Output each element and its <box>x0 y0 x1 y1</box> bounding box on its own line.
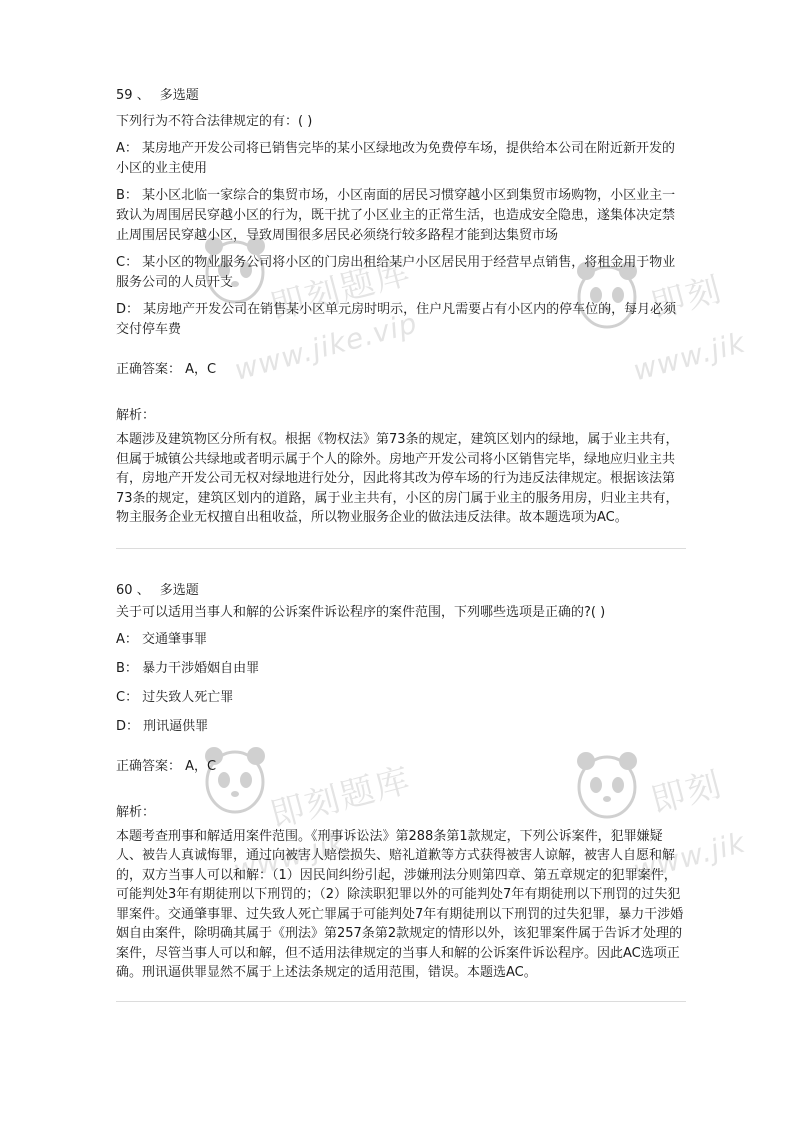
correct-answer <box>116 757 686 777</box>
option-text: 某房地产开发公司在销售某小区单元房时明示，住户凡需要占有小区内的停车位的，每月必须交付停车费 <box>116 302 677 337</box>
watermark-brand-short: 即刻 <box>646 269 727 327</box>
option-a <box>116 139 686 179</box>
question-stem: 关于可以适用当事人和解的公诉案件诉讼程序的案件范围，下列哪些选项是正确的?( ) <box>116 604 606 620</box>
watermark-url-short: www.jik <box>229 825 349 888</box>
option-text: 过失致人死亡罪 <box>142 689 234 705</box>
question-type: 多选题 <box>159 88 199 103</box>
question-number: 59 、 <box>116 88 150 103</box>
option-text: 某小区北临一家综合的集贸市场，小区南面的居民习惯穿越小区到集贸市场购物，小区业主一致认为周围居民穿越小区的行为，既干扰了小区业主的正常生活，也造成安全隐患，遂集体决定禁止周围居民穿越小区，导致周围很多居民必须绕行较多路程才能到达集贸市场 <box>116 188 676 243</box>
option-label: C： <box>116 255 139 270</box>
option-label: C： <box>116 689 139 705</box>
option-text: 暴力干涉婚姻自由罪 <box>142 660 260 676</box>
analysis-text: 本题涉及建筑物区分所有权。根据《物权法》第73条的规定，建筑区划内的绿地，属于业主共有，但属于城镇公共绿地或者明示属于个人的除外。房地产开发公司将小区销售完毕，绿地应归业主共有，房地产开发公司无权对绿地进行处分，因此将其改为停车场的行为违反法律规定。根据该法第73条的规定，建筑区划内的道路，属于业主共有，小区的房门属于业主的服务用房，归业主共有，物主服务企业无权擅自出租收益，所以物业服务企业的做法违反法律。故本题选项为AC。 <box>116 432 679 525</box>
option-b <box>116 186 686 246</box>
option-label: A： <box>116 141 138 156</box>
watermark-brand: 即刻题库 <box>266 251 416 328</box>
watermark-url-short: www.jik <box>629 325 749 388</box>
answer-value: A，C <box>185 758 217 774</box>
option-d <box>116 717 686 737</box>
option-label: B： <box>116 660 138 676</box>
correct-answer <box>116 360 686 380</box>
answer-value: A，C <box>185 362 217 377</box>
watermark-brand-short: 即刻 <box>646 764 727 822</box>
question-number: 60 、 <box>116 582 150 598</box>
question-page <box>116 86 686 1034</box>
option-text: 某小区的物业服务公司将小区的门房出租给某户小区居民用于经营早点销售，将租金用于物业服务公司的人员开支 <box>116 255 676 290</box>
analysis-label: 解析： <box>116 408 156 423</box>
option-label: A： <box>116 631 138 647</box>
question-59 <box>116 86 686 528</box>
analysis-text: 本题考查刑事和解适用案件范围。《刑事诉讼法》第288条第1款规定，下列公诉案件，犯罪嫌疑人、被告人真诚悔罪，通过向被害人赔偿损失、赔礼道歉等方式获得被害人谅解，被害人自愿和解的，双方当事人可以和解：（1）因民间纠纷引起，涉嫌刑法分则第四章、第五章规定的犯罪案件，可能判处3年有期徒刑以下刑罚的；（2）除渎职犯罪以外的可能判处7年有期徒刑以下刑罚的过失犯罪案件。交通肇事罪、过失致人死亡罪属于可能判处7年有期徒刑以下刑罚的过失犯罪，暴力干涉婚姻自由案件，除明确其属于《刑法》第257条第2款规定的情形以外，该犯罪案件属于告诉才处理的案件，尽管当事人可以和解，但不适用法律规定的当事人和解的公诉案件诉讼程序。因此AC选项正确。刑讯逼供罪显然不属于上述法条规定的适用范围，错误。本题选AC。 <box>116 828 684 980</box>
question-60 <box>116 581 686 983</box>
watermark-brand: 即刻题库 <box>266 759 416 836</box>
answer-label: 正确答案： <box>116 362 182 377</box>
option-text: 某房地产开发公司将已销售完毕的某小区绿地改为免费停车场，提供给本公司在附近新开发的小区的业主使用 <box>116 141 676 176</box>
question-header <box>116 581 686 601</box>
option-text: 刑讯逼供罪 <box>143 718 209 734</box>
option-b <box>116 659 686 679</box>
analysis-label: 解析： <box>116 804 156 820</box>
option-c <box>116 688 686 708</box>
option-c <box>116 253 686 293</box>
question-type: 多选题 <box>159 582 199 598</box>
answer-label: 正确答案： <box>116 758 182 774</box>
option-label: D： <box>116 302 140 317</box>
section-divider <box>116 1001 686 1002</box>
watermark-url: www.jike.vip <box>230 306 421 387</box>
option-label: B： <box>116 188 138 203</box>
option-label: D： <box>116 718 140 734</box>
option-a <box>116 630 686 650</box>
question-stem: 下列行为不符合法律规定的有：( ) <box>116 114 313 129</box>
option-d <box>116 300 686 340</box>
question-header <box>116 86 686 106</box>
watermark-url-short: www.jik <box>629 825 749 888</box>
section-divider <box>116 548 686 549</box>
option-text: 交通肇事罪 <box>142 631 208 647</box>
